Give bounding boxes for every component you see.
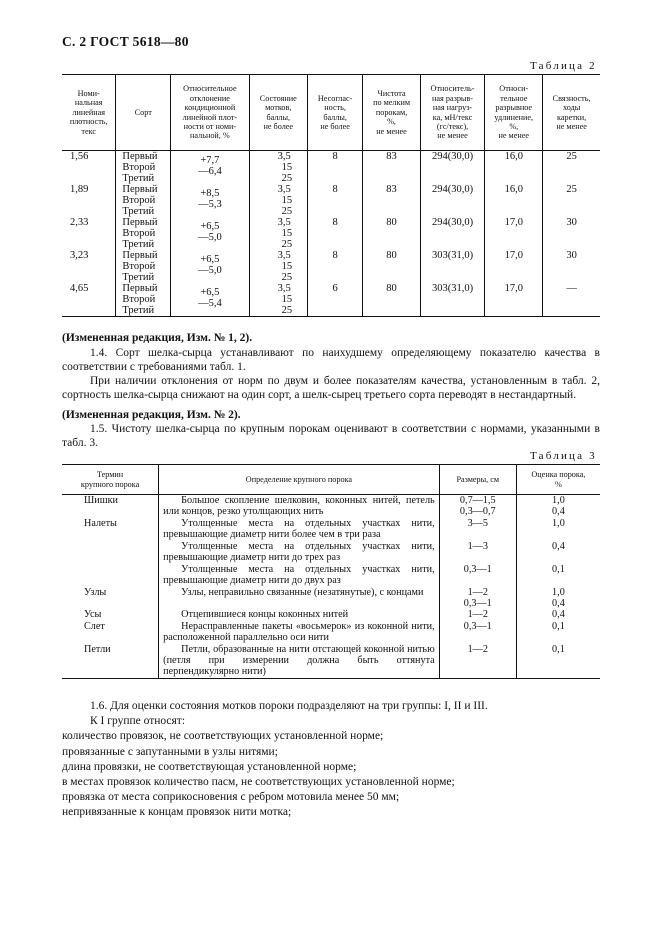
skein-state-cell	[249, 184, 307, 217]
load-cell	[420, 283, 485, 317]
score-value: 1,0	[552, 587, 565, 598]
size-cell	[439, 644, 516, 679]
definition-cell	[159, 541, 440, 564]
deviation-minus: —6,4	[198, 166, 222, 177]
skein-state-value: 25	[281, 272, 293, 283]
grade-label: Второй	[122, 195, 156, 206]
deviation-cell	[171, 184, 250, 217]
table-2	[62, 74, 600, 317]
term-cell	[62, 541, 159, 564]
purity-cell	[363, 151, 420, 185]
cohesion-cell	[543, 184, 600, 217]
table3-header-cell: Определение крупного порока	[159, 465, 440, 495]
cohesion-cell	[543, 250, 600, 283]
size-value: 3—5	[467, 518, 488, 529]
score-value: 0,4	[552, 541, 565, 552]
deviation-minus: —5,3	[198, 199, 222, 210]
size-cell	[439, 541, 516, 564]
score-value: 1,0	[552, 518, 565, 529]
purity-value: 80	[386, 250, 397, 261]
skein-state-value: 15	[281, 162, 293, 173]
definition-block	[163, 564, 435, 587]
paragraph-1-4-b	[62, 375, 600, 402]
score-cell	[516, 541, 600, 564]
definition-text: Большое скопление шелковин, коконных нитей, петель или концов, резко утолщающих нить	[163, 495, 435, 517]
density-cell	[62, 283, 116, 317]
cohesion-cell	[543, 217, 600, 250]
grade-label: Второй	[122, 228, 156, 239]
table2-row	[62, 151, 600, 185]
load-value: 294(30,0)	[431, 217, 474, 228]
table3-row	[62, 518, 600, 541]
definition-cell	[159, 564, 440, 587]
table3-header-cell: Размеры, см	[439, 465, 516, 495]
table2-row	[62, 217, 600, 250]
edit-note-2	[62, 409, 600, 423]
grade-label: Первый	[122, 283, 158, 294]
deviation-values	[173, 184, 247, 210]
skein-state-value: 15	[281, 261, 293, 272]
skein-state-value: 25	[281, 173, 293, 184]
paragraph-text: 1.4. Сорт шелка-сырца устанавливают по наихудшему определяющему показателю качества в соответствии с требованиями табл. 1.	[62, 347, 600, 373]
list-item: провязанные с запутанными в узлы нитями;	[62, 745, 278, 758]
score-cell	[516, 609, 600, 621]
definition-text: Отцепившиеся концы коконных нитей	[181, 609, 349, 620]
size-value: 0,3—1	[463, 598, 492, 609]
section-1-6	[62, 699, 600, 821]
table3-row	[62, 564, 600, 587]
edit-note-text: (Измененная редакция, Изм. № 2).	[62, 409, 241, 421]
term-cell	[62, 587, 159, 609]
score-cell	[516, 621, 600, 644]
paragraph-text: 1.6. Для оценки состояния мотков пороки подразделяют на три группы: I, II и III.	[90, 700, 488, 712]
elongation-value: 16,0	[504, 151, 523, 162]
size-cell	[439, 518, 516, 541]
load-value: 294(30,0)	[431, 184, 474, 195]
page-header: С. 2 ГОСТ 5618—80	[62, 34, 189, 49]
term-cell	[62, 609, 159, 621]
table3-header-cell: Оценка порока, %	[516, 465, 600, 495]
definition-text: Утолщенные места на отдельных участках нити, превышающие диаметр нити более чем в три раза	[163, 518, 435, 540]
table2-header-cell: Несоглас- ность, баллы, не более	[307, 75, 362, 151]
table2-caption: Таблица 2	[530, 60, 597, 72]
definition-block	[163, 587, 435, 599]
term-cell	[62, 644, 159, 679]
list-item: провязка от места соприкосновения с ребром мотовила менее 50 мм;	[62, 791, 400, 804]
list-item: непривязанные к концам провязок нити мотка;	[62, 806, 292, 819]
term-label: Петли	[84, 644, 111, 655]
deviation-values	[173, 217, 247, 243]
table3-header-cell: Термин крупного порока	[62, 465, 159, 495]
definition-cell	[159, 518, 440, 541]
size-value: 0,3—1	[463, 621, 492, 632]
table3-row	[62, 495, 600, 519]
grade-cell	[116, 151, 171, 185]
load-cell	[420, 250, 485, 283]
score-value: 0,1	[552, 621, 565, 632]
elongation-cell	[485, 217, 543, 250]
load-cell	[420, 217, 485, 250]
grade-cell	[116, 250, 171, 283]
list-item: количество провязок, не соответствующих установленной норме;	[62, 730, 384, 743]
term-label: Узлы	[84, 587, 107, 598]
deviation-values	[173, 283, 247, 309]
deviation-plus: +6,5	[200, 221, 220, 232]
density-cell	[62, 250, 116, 283]
definition-text: Узлы, неправильно связанные (незатянутые), с концами	[181, 587, 424, 598]
paragraph-1-4	[62, 347, 600, 374]
table2-header-cell: Связность, ходы каретки, не менее	[543, 75, 600, 151]
skein-state-value: 15	[281, 228, 293, 239]
definition-cell	[159, 621, 440, 644]
table3-row	[62, 644, 600, 679]
score-value: 0,1	[552, 564, 565, 575]
skein-state-value: 15	[281, 195, 293, 206]
list-item: длина провязки, не соответствующая установленной норме;	[62, 760, 357, 773]
mismatch-value: 8	[332, 184, 338, 195]
deviation-cell	[171, 250, 250, 283]
defect-list	[62, 729, 600, 820]
table2-header-cell: Относитель- ная разрыв- ная нагруз- ка, мН/текс (гс/текс), не менее	[420, 75, 485, 151]
elongation-cell	[485, 250, 543, 283]
elongation-value: 17,0	[504, 250, 523, 261]
size-cell	[439, 495, 516, 519]
skein-state-cell	[249, 250, 307, 283]
size-cell	[439, 564, 516, 587]
definition-cell	[159, 495, 440, 519]
table2-header-cell: Номи- нальная линейная плотность, текс	[62, 75, 116, 151]
table3-row	[62, 587, 600, 609]
density-value: 4,65	[70, 283, 89, 294]
skein-state-value: 3,5	[277, 151, 291, 162]
score-cell	[516, 518, 600, 541]
mismatch-cell	[307, 184, 362, 217]
deviation-cell	[171, 151, 250, 185]
size-value: 0,3—0,7	[459, 506, 496, 517]
deviation-plus: +8,5	[200, 188, 220, 199]
grade-label: Третий	[122, 239, 155, 250]
purity-cell	[363, 283, 420, 317]
edit-note-1	[62, 332, 600, 346]
mismatch-cell	[307, 217, 362, 250]
definition-text: Петли, образованные на нити отстающей коконной нитью (петля при измерении должна быть оттянута перпендикулярно нити)	[163, 644, 435, 677]
mismatch-cell	[307, 283, 362, 317]
table2-row	[62, 184, 600, 217]
term-cell	[62, 564, 159, 587]
skein-state-value: 25	[281, 305, 293, 316]
deviation-plus: +6,5	[200, 287, 220, 298]
term-label: Шишки	[84, 495, 118, 506]
table3-header-row	[62, 465, 600, 495]
score-value: 1,0	[552, 495, 565, 506]
mismatch-value: 8	[332, 151, 338, 162]
elongation-cell	[485, 283, 543, 317]
purity-value: 80	[386, 217, 397, 228]
paragraph-text: К I группе относят:	[90, 715, 186, 728]
grade-label: Третий	[122, 272, 155, 283]
term-cell	[62, 495, 159, 519]
cohesion-value: 25	[566, 184, 577, 195]
table2-header-cell: Чистота по мелким порокам, %, не менее	[363, 75, 420, 151]
deviation-values	[173, 151, 247, 177]
grade-label: Третий	[122, 173, 155, 184]
definition-cell	[159, 644, 440, 679]
table3-row	[62, 541, 600, 564]
elongation-cell	[485, 184, 543, 217]
skein-state-value: 3,5	[277, 283, 291, 294]
purity-value: 83	[386, 151, 397, 162]
paragraph-1-5	[62, 423, 600, 450]
definition-text: Утолщенные места на отдельных участках нити, превышающие диаметр нити до двух раз	[163, 564, 435, 586]
deviation-minus: —5,0	[198, 232, 222, 243]
table2-header-cell: Относительное отклонение кондиционной линейной плот- ности от номи- нальной, %	[171, 75, 250, 151]
score-cell	[516, 495, 600, 519]
skein-state-cell	[249, 283, 307, 317]
grade-label: Второй	[122, 294, 156, 305]
edit-note-text: (Измененная редакция, Изм. № 1, 2).	[62, 332, 253, 344]
deviation-minus: —5,0	[198, 265, 222, 276]
score-value: 0,1	[552, 644, 565, 655]
elongation-cell	[485, 151, 543, 185]
mismatch-cell	[307, 250, 362, 283]
list-item: в местах провязок количество пасм, не соответствующих установленной норме;	[62, 776, 455, 789]
grade-label: Первый	[122, 151, 158, 162]
score-cell	[516, 587, 600, 609]
table2-header-cell: Состояние мотков, баллы, не более	[249, 75, 307, 151]
table2-row	[62, 250, 600, 283]
size-value: 1—2	[467, 644, 488, 655]
deviation-cell	[171, 217, 250, 250]
load-cell	[420, 184, 485, 217]
table2-header-cell: Сорт	[116, 75, 171, 151]
purity-value: 83	[386, 184, 397, 195]
definition-block	[163, 609, 435, 621]
grade-cell	[116, 184, 171, 217]
definition-block	[163, 644, 435, 678]
paragraph-1-6	[62, 699, 600, 714]
table3-caption: Таблица 3	[530, 450, 597, 462]
term-cell	[62, 621, 159, 644]
load-value: 303(31,0)	[431, 283, 474, 294]
deviation-plus: +6,5	[200, 254, 220, 265]
grade-label: Первый	[122, 250, 158, 261]
table3-row	[62, 621, 600, 644]
term-cell	[62, 518, 159, 541]
term-label: Усы	[84, 609, 102, 620]
score-cell	[516, 564, 600, 587]
grade-label: Второй	[122, 261, 156, 272]
size-cell	[439, 587, 516, 609]
cohesion-value: —	[566, 283, 577, 294]
deviation-values	[173, 250, 247, 276]
size-cell	[439, 609, 516, 621]
term-label: Слет	[84, 621, 105, 632]
elongation-value: 16,0	[504, 184, 523, 195]
skein-state-value: 25	[281, 206, 293, 217]
density-cell	[62, 151, 116, 185]
size-value: 0,7—1,5	[459, 495, 496, 506]
size-value: 0,3—1	[463, 564, 492, 575]
deviation-minus: —5,4	[198, 298, 222, 309]
size-value: 1—3	[467, 541, 488, 552]
density-cell	[62, 217, 116, 250]
load-cell	[420, 151, 485, 185]
score-value: 0,4	[552, 609, 565, 620]
table2-header-cell: Относи- тельное разрывное удлинение, %, не менее	[485, 75, 543, 151]
grade-label: Первый	[122, 184, 158, 195]
definition-cell	[159, 587, 440, 609]
score-value: 0,4	[552, 506, 565, 517]
cohesion-value: 25	[566, 151, 577, 162]
deviation-cell	[171, 283, 250, 317]
definition-cell	[159, 609, 440, 621]
grade-label: Третий	[122, 206, 155, 217]
definition-text: Нерасправленные пакеты «восьмерок» из коконной нити, расположенной параллельно оси нити	[163, 621, 435, 643]
table-3	[62, 464, 600, 679]
cohesion-value: 30	[566, 217, 577, 228]
size-value: 1—2	[467, 587, 488, 598]
grade-label: Второй	[122, 162, 156, 173]
grade-cell	[116, 283, 171, 317]
purity-cell	[363, 184, 420, 217]
cohesion-value: 30	[566, 250, 577, 261]
skein-state-value: 3,5	[277, 217, 291, 228]
elongation-value: 17,0	[504, 283, 523, 294]
grade-cell	[116, 217, 171, 250]
definition-block	[163, 541, 435, 564]
skein-state-cell	[249, 217, 307, 250]
group-intro	[62, 714, 600, 729]
density-value: 1,89	[70, 184, 89, 195]
mismatch-value: 8	[332, 250, 338, 261]
cohesion-cell	[543, 283, 600, 317]
definition-block	[163, 495, 435, 518]
density-value: 3,23	[70, 250, 89, 261]
deviation-plus: +7,7	[200, 155, 220, 166]
purity-value: 80	[386, 283, 397, 294]
score-value: 0,4	[552, 598, 565, 609]
definition-text: Утолщенные места на отдельных участках нити, превышающие диаметр нити до трех раз	[163, 541, 435, 563]
term-label: Налеты	[84, 518, 117, 529]
skein-state-value: 3,5	[277, 184, 291, 195]
elongation-value: 17,0	[504, 217, 523, 228]
size-cell	[439, 621, 516, 644]
grade-label: Третий	[122, 305, 155, 316]
table2-row	[62, 283, 600, 317]
table3-row	[62, 609, 600, 621]
paragraph-text: 1.5. Чистоту шелка-сырца по крупным порокам оценивают в соответствии с нормами, указанными в табл. 3.	[62, 423, 600, 449]
density-cell	[62, 184, 116, 217]
cohesion-cell	[543, 151, 600, 185]
purity-cell	[363, 217, 420, 250]
score-cell	[516, 644, 600, 679]
load-value: 294(30,0)	[431, 151, 474, 162]
purity-cell	[363, 250, 420, 283]
definition-block	[163, 518, 435, 541]
density-value: 2,33	[70, 217, 89, 228]
paragraph-text: При наличии отклонения от норм по двум и более показателям качества, установленным в табл. 2, сортность шелка-сырца снижают на один сорт, а шелк-сырец третьего сорта переводят в нестандартный.	[62, 375, 600, 401]
size-value: 1—2	[467, 609, 488, 620]
definition-block	[163, 621, 435, 644]
density-value: 1,56	[70, 151, 89, 162]
table2-header-row	[62, 75, 600, 151]
load-value: 303(31,0)	[431, 250, 474, 261]
skein-state-value: 3,5	[277, 250, 291, 261]
mismatch-value: 8	[332, 217, 338, 228]
skein-state-value: 25	[281, 239, 293, 250]
grade-label: Первый	[122, 217, 158, 228]
mismatch-value: 6	[332, 283, 338, 294]
skein-state-cell	[249, 151, 307, 185]
mismatch-cell	[307, 151, 362, 185]
skein-state-value: 15	[281, 294, 293, 305]
